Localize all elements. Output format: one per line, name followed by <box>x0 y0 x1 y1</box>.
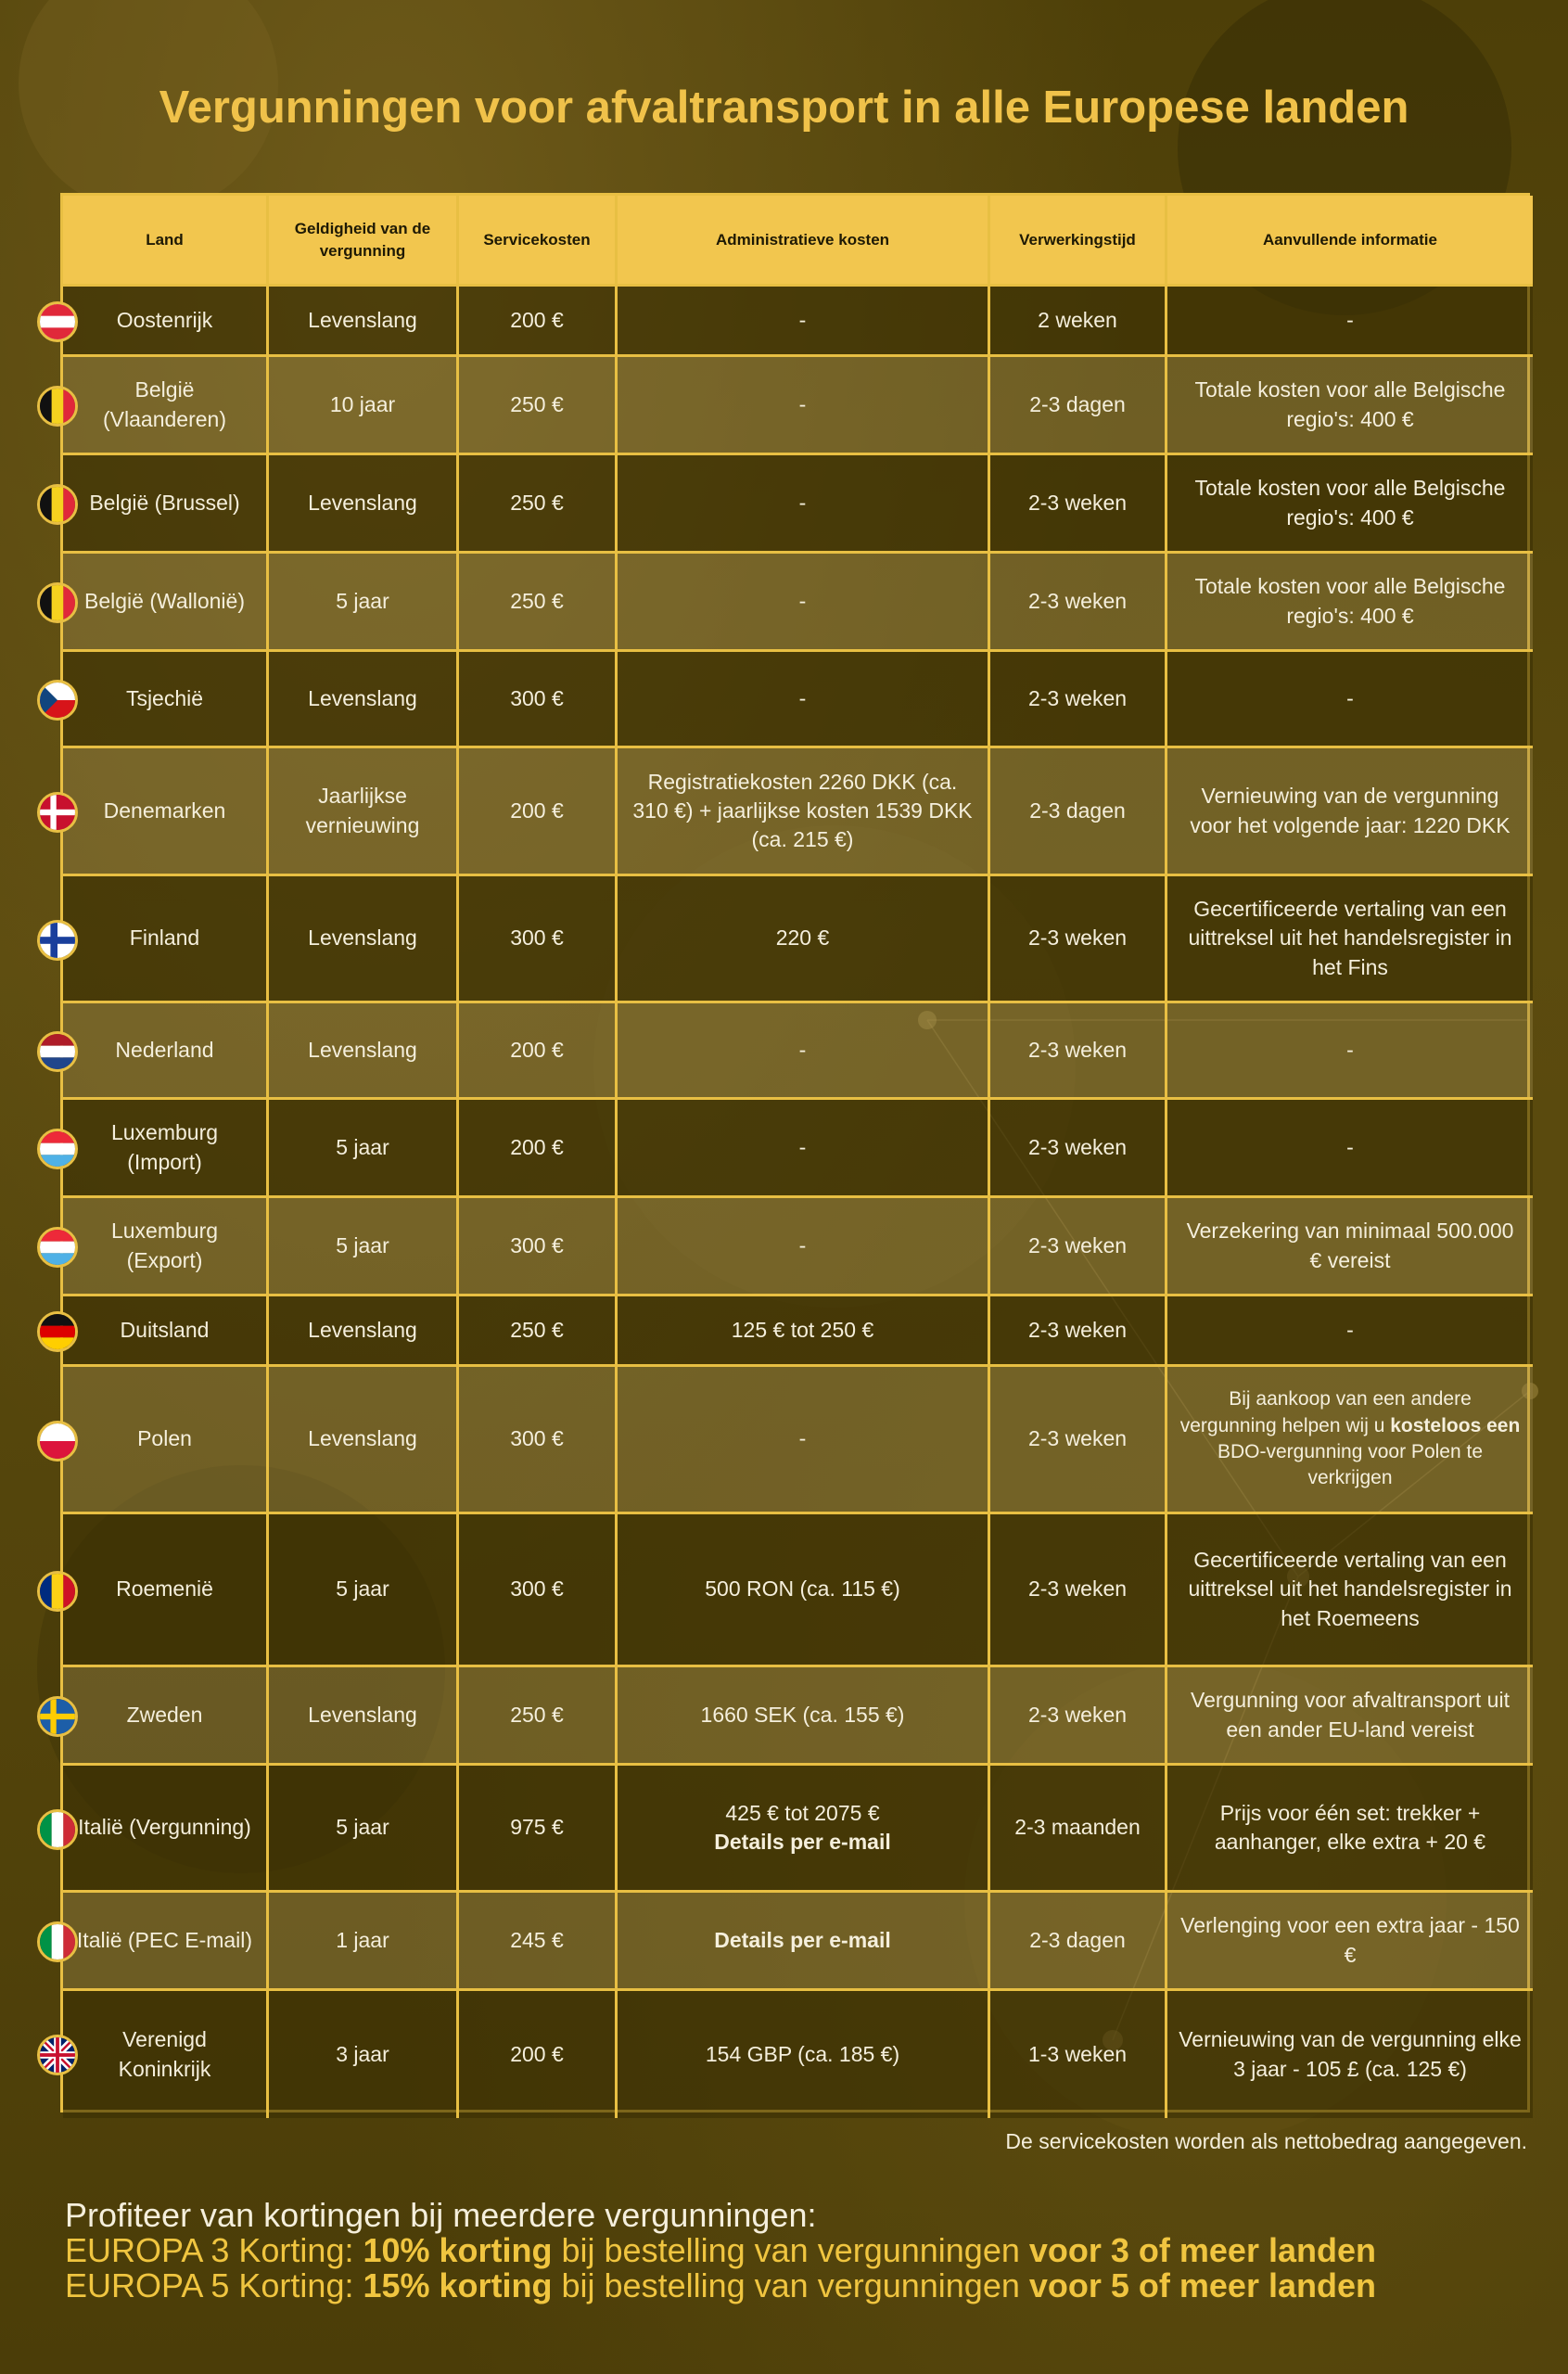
processing-time-cell: 2-3 weken <box>990 652 1167 748</box>
processing-time-cell: 2-3 dagen <box>990 357 1167 455</box>
processing-time-cell: 2-3 weken <box>990 1003 1167 1100</box>
country-cell: Tsjechië <box>63 652 269 748</box>
permits-table <box>60 193 1530 2112</box>
country-cell: Roemenië <box>63 1514 269 1667</box>
additional-info-cell: Totale kosten voor alle Belgische regio's: 400 € <box>1167 554 1533 652</box>
validity-cell: 5 jaar <box>269 1198 459 1296</box>
processing-time-cell: 2-3 weken <box>990 1100 1167 1198</box>
country-cell: België (Vlaanderen) <box>63 357 269 455</box>
additional-info-cell: Totale kosten voor alle Belgische regio's: 400 € <box>1167 455 1533 554</box>
additional-info-cell: - <box>1167 1003 1533 1100</box>
service-cost-cell: 245 € <box>459 1893 618 1991</box>
country-cell: Verenigd Koninkrijk <box>63 1991 269 2118</box>
additional-info-cell: Gecertificeerde vertaling van een uittreksel uit het handelsregister in het Fins <box>1167 876 1533 1003</box>
processing-time-cell: 2-3 weken <box>990 455 1167 554</box>
country-cell: Luxemburg (Export) <box>63 1198 269 1296</box>
service-cost-cell: 200 € <box>459 287 618 357</box>
promo-condition: voor 5 of meer landen <box>1028 2266 1376 2304</box>
validity-cell: Levenslang <box>269 455 459 554</box>
page-title: Vergunningen voor afvaltransport in alle Europese landen <box>159 83 1409 133</box>
romania-flag-icon <box>37 1571 78 1612</box>
promo-discount: 10% korting <box>363 2230 553 2269</box>
promo-label: EUROPA 5 Korting: <box>65 2266 363 2304</box>
service-cost-cell: 250 € <box>459 455 618 554</box>
validity-cell: Levenslang <box>269 876 459 1003</box>
validity-cell: 5 jaar <box>269 1514 459 1667</box>
processing-time-cell: 2-3 dagen <box>990 748 1167 876</box>
info-text: BDO-vergunning voor Polen te verkrijgen <box>1217 1441 1483 1489</box>
service-cost-cell: 250 € <box>459 1296 618 1367</box>
italy-flag-icon <box>37 1921 78 1962</box>
additional-info-cell: Totale kosten voor alle Belgische regio's: 400 € <box>1167 357 1533 455</box>
admin-cost-text: 425 € tot 2075 € <box>725 1800 880 1825</box>
promo-text: bij bestelling van vergunningen <box>552 2266 1029 2304</box>
admin-cost-cell: Registratiekosten 2260 DKK (ca. 310 €) + jaarlijkse kosten 1539 DKK (ca. 215 €) <box>618 748 990 876</box>
processing-time-cell: 2-3 dagen <box>990 1893 1167 1991</box>
processing-time-cell: 2-3 weken <box>990 1198 1167 1296</box>
country-cell: Finland <box>63 876 269 1003</box>
validity-cell: Levenslang <box>269 287 459 357</box>
column-header: Servicekosten <box>459 196 618 287</box>
admin-cost-cell: - <box>618 455 990 554</box>
processing-time-cell: 2-3 weken <box>990 1367 1167 1514</box>
service-cost-cell: 300 € <box>459 1198 618 1296</box>
admin-cost-cell: - <box>618 1198 990 1296</box>
validity-cell: Jaarlijkse vernieuwing <box>269 748 459 876</box>
additional-info-cell: Verlenging voor een extra jaar - 150 € <box>1167 1893 1533 1991</box>
column-header: Verwerkingstijd <box>990 196 1167 287</box>
additional-info-cell: Vergunning voor afvaltransport uit een ander EU-land vereist <box>1167 1667 1533 1766</box>
validity-cell: 1 jaar <box>269 1893 459 1991</box>
sweden-flag-icon <box>37 1696 78 1737</box>
details-per-email: Details per e-mail <box>714 1927 891 1952</box>
admin-cost-cell: 125 € tot 250 € <box>618 1296 990 1367</box>
processing-time-cell: 2-3 weken <box>990 1667 1167 1766</box>
service-cost-cell: 200 € <box>459 748 618 876</box>
service-cost-cell: 200 € <box>459 1991 618 2118</box>
country-cell: Nederland <box>63 1003 269 1100</box>
admin-cost-cell: 154 GBP (ca. 185 €) <box>618 1991 990 2118</box>
admin-cost-cell: - <box>618 554 990 652</box>
validity-cell: Levenslang <box>269 652 459 748</box>
admin-cost-cell: - <box>618 1367 990 1514</box>
country-cell: Italië (PEC E-mail) <box>63 1893 269 1991</box>
belgium-flag-icon <box>37 386 78 427</box>
finland-flag-icon <box>37 920 78 961</box>
promo-europa3 <box>65 2230 1376 2269</box>
uk-flag-icon <box>37 2035 78 2075</box>
promo-europa5 <box>65 2268 1376 2304</box>
discount-promo <box>65 2198 1376 2303</box>
column-header: Aanvullende informatie <box>1167 196 1533 287</box>
country-cell: België (Brussel) <box>63 455 269 554</box>
country-cell: België (Wallonië) <box>63 554 269 652</box>
country-cell: Oostenrijk <box>63 287 269 357</box>
additional-info-cell <box>1167 1367 1533 1514</box>
germany-flag-icon <box>37 1311 78 1352</box>
admin-cost-cell: 1660 SEK (ca. 155 €) <box>618 1667 990 1766</box>
validity-cell: 5 jaar <box>269 1100 459 1198</box>
austria-flag-icon <box>37 301 78 342</box>
denmark-flag-icon <box>37 792 78 833</box>
belgium-flag-icon <box>37 484 78 525</box>
country-cell: Italië (Vergunning) <box>63 1766 269 1893</box>
validity-cell: 5 jaar <box>269 554 459 652</box>
service-cost-cell: 250 € <box>459 554 618 652</box>
service-cost-cell: 300 € <box>459 1367 618 1514</box>
netherlands-flag-icon <box>37 1031 78 1072</box>
processing-time-cell: 2-3 weken <box>990 554 1167 652</box>
validity-cell: 5 jaar <box>269 1766 459 1893</box>
service-cost-cell: 975 € <box>459 1766 618 1893</box>
validity-cell: Levenslang <box>269 1667 459 1766</box>
additional-info-cell: - <box>1167 287 1533 357</box>
validity-cell: Levenslang <box>269 1003 459 1100</box>
details-per-email: Details per e-mail <box>714 1830 891 1854</box>
luxembourg-flag-icon <box>37 1227 78 1268</box>
service-cost-cell: 300 € <box>459 876 618 1003</box>
admin-cost-cell: - <box>618 1003 990 1100</box>
admin-cost-cell <box>618 1893 990 1991</box>
column-header: Land <box>63 196 269 287</box>
country-cell: Denemarken <box>63 748 269 876</box>
net-amount-note: De servicekosten worden als nettobedrag aangegeven. <box>1005 2129 1527 2153</box>
czech-flag-icon <box>37 680 78 721</box>
promo-title: Profiteer van kortingen bij meerdere vergunningen: <box>65 2196 817 2234</box>
admin-cost-cell: 220 € <box>618 876 990 1003</box>
italy-flag-icon <box>37 1809 78 1850</box>
additional-info-cell: - <box>1167 1100 1533 1198</box>
additional-info-cell: Prijs voor één set: trekker + aanhanger, elke extra + 20 € <box>1167 1766 1533 1893</box>
column-header: Administratieve kosten <box>618 196 990 287</box>
country-cell: Polen <box>63 1367 269 1514</box>
belgium-flag-icon <box>37 582 78 623</box>
admin-cost-cell: - <box>618 1100 990 1198</box>
promo-label: EUROPA 3 Korting: <box>65 2230 363 2269</box>
additional-info-cell: Verzekering van minimaal 500.000 € vereist <box>1167 1198 1533 1296</box>
country-cell: Duitsland <box>63 1296 269 1367</box>
promo-text: bij bestelling van vergunningen <box>552 2230 1029 2269</box>
validity-cell: 3 jaar <box>269 1991 459 2118</box>
info-text: Bij aankoop van een andere vergunning helpen wij u <box>1179 1388 1472 1436</box>
processing-time-cell: 2 weken <box>990 287 1167 357</box>
validity-cell: 10 jaar <box>269 357 459 455</box>
additional-info-cell: Vernieuwing van de vergunning voor het volgende jaar: 1220 DKK <box>1167 748 1533 876</box>
additional-info-cell: - <box>1167 652 1533 748</box>
service-cost-cell: 300 € <box>459 652 618 748</box>
poland-flag-icon <box>37 1421 78 1461</box>
service-cost-cell: 250 € <box>459 1667 618 1766</box>
validity-cell: Levenslang <box>269 1296 459 1367</box>
service-cost-cell: 250 € <box>459 357 618 455</box>
promo-discount: 15% korting <box>363 2266 553 2304</box>
country-cell: Luxemburg (Import) <box>63 1100 269 1198</box>
service-cost-cell: 200 € <box>459 1100 618 1198</box>
validity-cell: Levenslang <box>269 1367 459 1514</box>
processing-time-cell: 2-3 weken <box>990 876 1167 1003</box>
additional-info-cell: Vernieuwing van de vergunning elke 3 jaar - 105 £ (ca. 125 €) <box>1167 1991 1533 2118</box>
info-bold-text: kosteloos een <box>1390 1414 1521 1436</box>
additional-info-cell: Gecertificeerde vertaling van een uittreksel uit het handelsregister in het Roemeens <box>1167 1514 1533 1667</box>
admin-cost-cell: - <box>618 652 990 748</box>
processing-time-cell: 2-3 weken <box>990 1296 1167 1367</box>
service-cost-cell: 300 € <box>459 1514 618 1667</box>
admin-cost-cell: 500 RON (ca. 115 €) <box>618 1514 990 1667</box>
admin-cost-cell: - <box>618 287 990 357</box>
service-cost-cell: 200 € <box>459 1003 618 1100</box>
column-header: Geldigheid van de vergunning <box>269 196 459 287</box>
country-cell: Zweden <box>63 1667 269 1766</box>
admin-cost-cell: - <box>618 357 990 455</box>
processing-time-cell: 2-3 weken <box>990 1514 1167 1667</box>
admin-cost-cell <box>618 1766 990 1893</box>
processing-time-cell: 2-3 maanden <box>990 1766 1167 1893</box>
additional-info-cell: - <box>1167 1296 1533 1367</box>
promo-condition: voor 3 of meer landen <box>1028 2230 1376 2269</box>
luxembourg-flag-icon <box>37 1129 78 1169</box>
processing-time-cell: 1-3 weken <box>990 1991 1167 2118</box>
